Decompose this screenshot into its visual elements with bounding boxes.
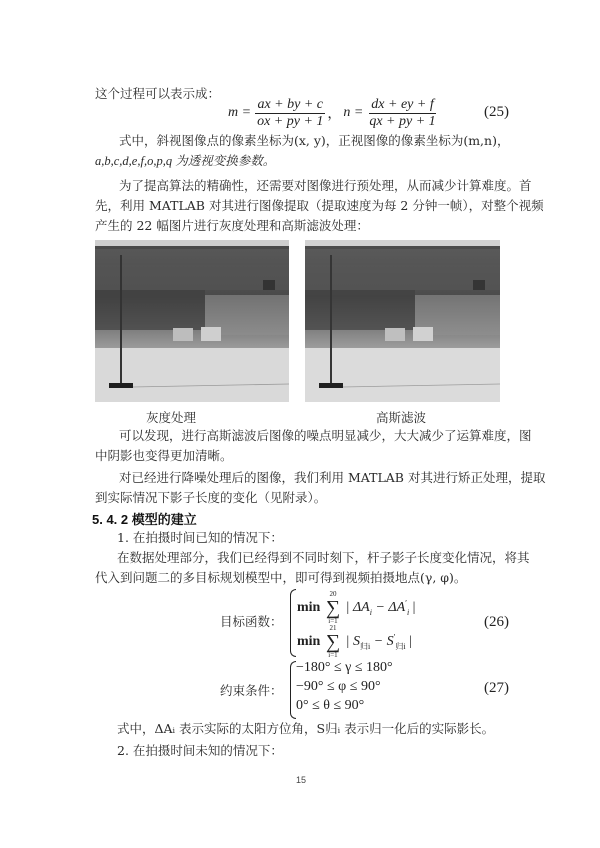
eq26-row2-expr-c: | (405, 634, 412, 650)
para3-line1: 可以发现，进行高斯滤波后图像的噪点明显减少，大大减少了运算难度，图 (119, 428, 532, 443)
eq25-separator: ， (327, 107, 342, 122)
para5-line1: 在数据处理部分，我们已经得到不同时刻下，杆子影子长度变化情况，将其 (117, 550, 530, 565)
eq25-number: (25) (484, 104, 509, 120)
figure-grayscale-photo (95, 240, 289, 402)
eq26-label: 目标函数： (220, 614, 283, 629)
grayscale-photo-image (95, 240, 289, 402)
eq26-row1-expr-c: | (409, 600, 416, 616)
para1-line1: 式中，斜视图像点的像素坐标为(x, y)，正视图像的像素坐标为(m,n)， (119, 133, 510, 148)
para4-line1: 对已经进行降噪处理后的图像，我们利用 MATLAB 对其进行矫正处理，提取 (119, 470, 546, 485)
eq26-row1-expr-b: − ΔA (371, 600, 406, 616)
eq27-row1: −180° ≤ γ ≤ 180° (296, 660, 393, 675)
eq27-row3: 0° ≤ θ ≤ 90° (296, 698, 365, 713)
eq26-row1-expr-a: | ΔA (345, 600, 370, 616)
eq26-row2-expr-a: | S (345, 634, 360, 650)
eq26-brace (290, 589, 296, 657)
eq25-m-lhs: m = (228, 105, 252, 120)
sigma-icon: ∑ (325, 597, 341, 619)
eq26-row2-min: min (297, 634, 321, 650)
eq27-label: 约束条件： (220, 683, 283, 698)
para5-line2: 代入到问题二的多目标规划模型中，即可得到视频拍摄地点(γ, φ)。 (95, 570, 467, 585)
figure-caption-grayscale: 灰度处理 (146, 410, 197, 425)
para6: 式中，ΔAᵢ 表示实际的太阳方位角，S归ᵢ 表示归一化后的实际影长。 (117, 721, 495, 736)
intro-line: 这个过程可以表示成： (95, 86, 221, 101)
eq26-row1-min: min (297, 600, 321, 616)
eq26-row2-lower: i=1 (328, 651, 338, 659)
eq26-row1: min 20 ∑ i=1 | $\Delta A_i - \Delta A'_i$ | (297, 590, 416, 625)
eq27-number: (27) (484, 680, 509, 696)
eq27-row2: −90° ≤ φ ≤ 90° (296, 679, 381, 694)
para3-line2: 中阴影也变得更加清晰。 (95, 448, 233, 463)
eq25-m-denominator: ox + py + 1 (257, 113, 324, 129)
eq25-m-numerator: ax + by + c (257, 96, 323, 112)
figure-caption-gaussian: 高斯滤波 (376, 410, 427, 425)
eq25-n-lhs: n = (343, 105, 364, 120)
sigma-icon: ∑ (325, 631, 341, 653)
eq25-n-fraction (367, 97, 437, 130)
section-heading: 5. 4. 2 模型的建立 (92, 512, 197, 527)
eq25-n-numerator: dx + ey + f (371, 96, 434, 112)
eq26-row2: min 21 ∑ i=1 | $S_{归i} - S'_{归i}$ | (297, 624, 412, 659)
case1-title: 1. 在拍摄时间已知的情况下： (117, 530, 283, 545)
eq26-row1-lower: i=1 (328, 617, 338, 625)
eq26-row2-sum (326, 624, 340, 660)
gaussian-photo-image (305, 240, 500, 402)
eq26-row2-expr-b: − S (370, 634, 394, 650)
case2-title: 2. 在拍摄时间未知的情况下： (117, 743, 283, 758)
eq26-row1-sum (326, 590, 340, 626)
para2-line1: 为了提高算法的精确性，还需要对图像进行预处理，从而减少计算难度。首 (119, 178, 532, 193)
figure-gaussian-photo (305, 240, 500, 402)
eq26-row1-upper: 20 (329, 590, 337, 598)
para4-line2: 到实际情况下影子长度的变化（见附录）。 (95, 490, 327, 505)
para2-line3: 产生的 22 幅图片进行灰度处理和高斯滤波处理： (95, 218, 369, 233)
eq26-row2-upper: 21 (329, 624, 337, 632)
page-number: 15 (296, 775, 307, 785)
eq25-m-fraction (255, 97, 325, 130)
equation-25 (228, 93, 438, 133)
eq26-number: (26) (484, 614, 509, 630)
para1-line2: a,b,c,d,e,f,o,p,q 为透视变换参数。 (95, 154, 276, 168)
eq25-n-denominator: qx + py + 1 (369, 113, 436, 129)
para2-line2: 先，利用 MATLAB 对其进行图像提取（提取速度为每 2 分钟一帧），对整个视频 (95, 198, 544, 213)
